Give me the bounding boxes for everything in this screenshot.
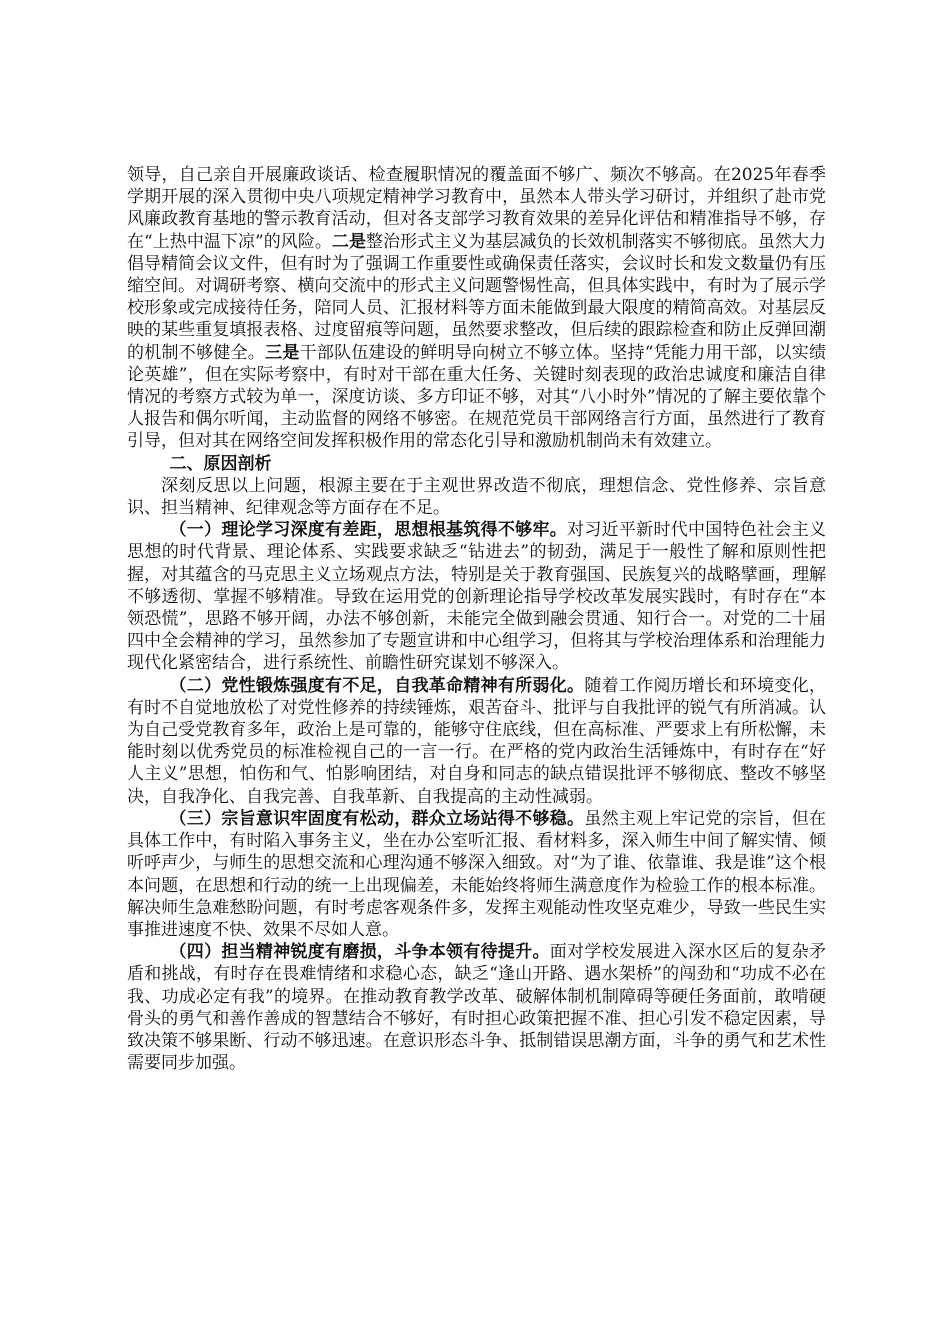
text-run: 面对学校发展进入深水区后的复杂矛盾和挑战，有时存在畏难情绪和求稳心态，缺乏“逢山开路、遇水架桥”的闯劲和“功成不必在我、功成必定有我”的境界。在推动教育教学改革、破解体制机制障碍等硬任务面前，敢啃硬骨头的勇气和善作善成的智慧结合不够好，有时担心政策把握不准、担心引发不稳定因素，导致决策不够果断、行动不够迅速。在意识形态斗争、抵制错误思潮方面，斗争的勇气和艺术性需要同步加强。 [127,942,827,1074]
text-run: 领导，自己亲自开展廉政谈话、检查履职情况的覆盖面不够广、频次不够高。在2025年春季学期开展的深入贯彻中央八项规定精神学习教育中，虽然本人带头学习研讨，并组织了赴市党风廉政教育基地的警示教育活动，但对各支部学习教育效果的差异化评估和精准指导不够，存在“上热中温下凉”的风险。 [127,165,826,252]
bold-lead-three: 三是 [265,342,300,363]
text-run: 虽然主观上牢记党的宗旨，但在具体工作中，有时陷入事务主义，坐在办公室听汇报、看材料多，深入师生中间了解实情、倾听呼声少，与师生的思想交流和心理沟通不够深入细致。对“为了谁、依靠谁、我是谁”这个根本问题，在思想和行动的统一上出现偏差，未能始终将师生满意度作为检验工作的根本标准。解决师生急难愁盼问题，有时考虑客观条件多，发挥主观能动性攻坚克难少，导致一些民生实事推进速度不快、效果不尽如人意。 [127,808,827,940]
subheading-cause-4: （四）担当精神锐度有磨损，斗争本领有待提升。 [169,942,550,963]
subheading-cause-2: （二）党性锻炼强度有不足，自我革命精神有所弱化。 [169,675,585,696]
bold-lead-two: 二是 [331,231,366,252]
paragraph-cause-3 [127,808,826,941]
text-run: 干部队伍建设的鲜明导向树立不够立体。坚持“凭能力用干部，以实绩论英雄”，但在实际考察中，有时对干部在重大任务、关键时刻表现的政治忠诚度和廉洁自律情况的考察方式较为单一，深度访谈、多方印证不够，对其“八小时外”情况的了解主要依靠个人报告和偶尔听闻，主动监督的网络不够密。在规范党员干部网络言行方面，虽然进行了教育引导，但对其在网络空间发挥积极作用的常态化引导和激励机制尚未有效建立。 [127,342,826,452]
paragraph-intro: 深刻反思以上问题，根源主要在于主观世界改造不彻底，理想信念、党性修养、宗旨意识、担当精神、纪律观念等方面存在不足。 [127,475,826,519]
paragraph-cause-4 [127,941,826,1074]
document-page [127,164,826,1074]
text-run: 对习近平新时代中国特色社会主义思想的时代背景、理论体系、实践要求缺乏“钻进去”的韧劲，满足于一般性了解和原则性把握，对其蕴含的马克思主义立场观点方法，特别是关于教育强国、民族复兴的战略擘画，理解不够透彻、掌握不够精准。导致在运用党的创新理论指导学校改革发展实践时，有时存在“本领恐慌”，思路不够开阔，办法不够创新，未能完全做到融会贯通、知行合一。对党的二十届四中全会精神的学习，虽然参加了专题宣讲和中心组学习，但将其与学校治理体系和治理能力现代化紧密结合，进行系统性、前瞻性研究谋划不够深入。 [127,520,827,674]
subheading-cause-3: （三）宗旨意识牢固度有松动，群众立场站得不够稳。 [169,808,585,829]
section-heading: 二、原因剖析 [169,453,272,474]
paragraph-cause-1 [127,519,826,674]
paragraph-cause-2 [127,675,826,808]
paragraph-problems-continued [127,164,826,453]
subheading-cause-1: （一）理论学习深度有差距，思想根基筑得不够牢。 [169,520,568,541]
text-run: 整治形式主义为基层减负的长效机制落实不够彻底。虽然大力倡导精简会议文件，但有时为了强调工作重要性或确保责任落实，会议时长和发文数量仍有压缩空间。对调研考察、横向交流中的形式主义问题警惕性高，但具体实践中，有时为了展示学校形象或完成接待任务，陪同人员、汇报材料等方面未能做到最大限度的精简高效。对基层反映的某些重复填报表格、过度留痕等问题，虽然要求整改，但后续的跟踪检查和防止反弹回潮的机制不够健全。 [127,231,827,363]
text-run: 随着工作阅历增长和环境变化，有时不自觉地放松了对党性修养的持续锤炼，艰苦奋斗、批评与自我批评的锐气有所消减。认为自己受党教育多年，政治上是可靠的，能够守住底线，但在高标准、严要求上有所松懈，未能时刻以优秀党员的标准检视自己的一言一行。在严格的党内政治生活锤炼中，有时存在“好人主义”思想，怕伤和气、怕影响团结，对自身和同志的缺点错误批评不够彻底、整改不够坚决，自我净化、自我完善、自我革新、自我提高的主动性减弱。 [127,675,827,807]
